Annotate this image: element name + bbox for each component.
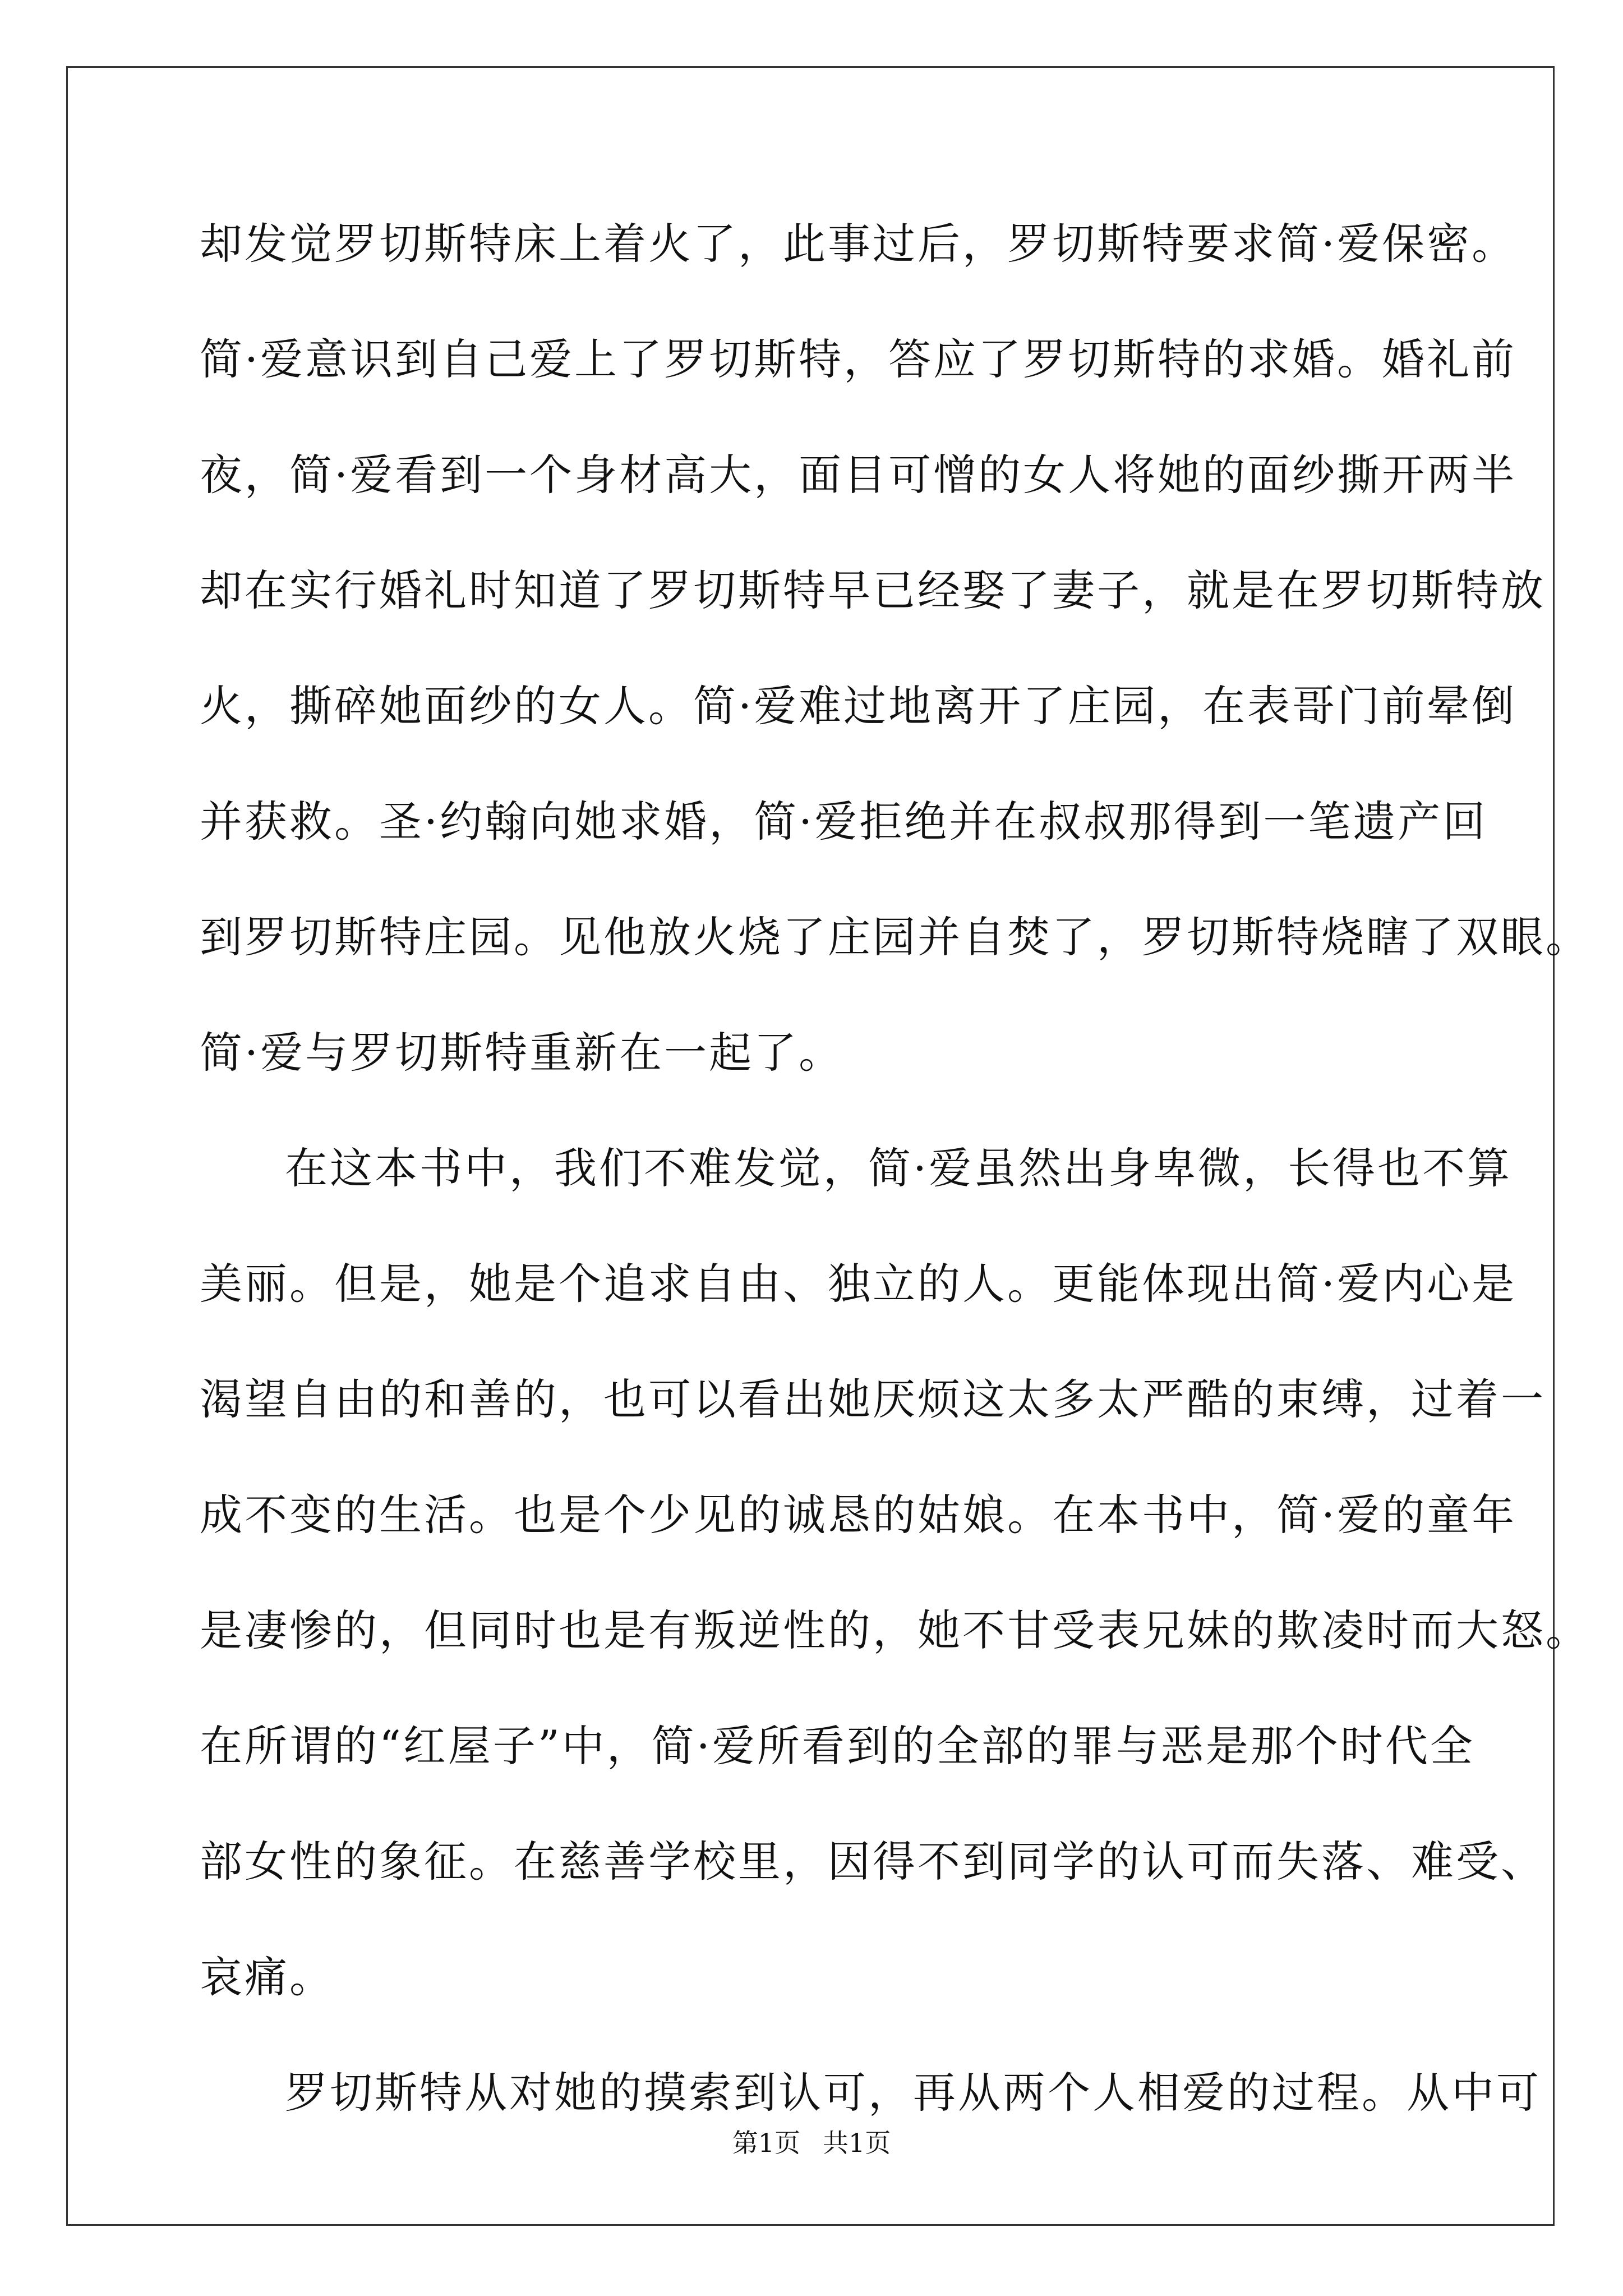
text-line: 夜，简·爱看到一个身材高大，面目可憎的女人将她的面纱撕开两半: [200, 450, 1517, 500]
text-line: 到罗切斯特庄园。见他放火烧了庄园并自焚了，罗切斯特烧瞎了双眼。: [200, 912, 1590, 962]
text-line: 成不变的生活。也是个少见的诚恳的姑娘。在本书中，简·爱的童年: [200, 1490, 1517, 1540]
paragraph-start-line: 在这本书中，我们不难发觉，简·爱虽然出身卑微，长得也不算: [285, 1143, 1513, 1193]
page-footer: [0, 2126, 1623, 2160]
paragraph-start-line: 罗切斯特从对她的摸索到认可，再从两个人相爱的过程。从中可: [285, 2068, 1541, 2118]
text-line: 火，撕碎她面纱的女人。简·爱难过地离开了庄园，在表哥门前晕倒: [200, 681, 1517, 731]
text-line: 却在实行婚礼时知道了罗切斯特早已经娶了妻子，就是在罗切斯特放: [200, 565, 1546, 615]
text-line: 渴望自由的和善的，也可以看出她厌烦这太多太严酷的束缚，过着一: [200, 1374, 1546, 1424]
text-line: 却发觉罗切斯特床上着火了，此事过后，罗切斯特要求简·爱保密。: [200, 219, 1517, 269]
text-line: 在所谓的“红屋子”中，简·爱所看到的全部的罪与恶是那个时代全: [200, 1721, 1475, 1771]
text-line: 简·爱意识到自己爱上了罗切斯特，答应了罗切斯特的求婚。婚礼前: [200, 334, 1517, 384]
text-line: 是凄惨的，但同时也是有叛逆性的，她不甘受表兄妹的欺凌时而大怒。: [200, 1605, 1590, 1655]
text-line: 简·爱与罗切斯特重新在一起了。: [200, 1028, 844, 1078]
text-line: 并获救。圣·约翰向她求婚，简·爱拒绝并在叔叔那得到一笔遗产回: [200, 797, 1488, 846]
text-line: 美丽。但是，她是个追求自由、独立的人。更能体现出简·爱内心是: [200, 1259, 1517, 1309]
text-line: 哀痛。: [200, 1952, 334, 2002]
page-total: 共1页: [823, 2128, 891, 2158]
text-line: 部女性的象征。在慈善学校里，因得不到同学的认可而失落、难受、: [200, 1837, 1546, 1887]
page-number: 第1页: [732, 2128, 800, 2158]
document-body: [200, 210, 1590, 2175]
